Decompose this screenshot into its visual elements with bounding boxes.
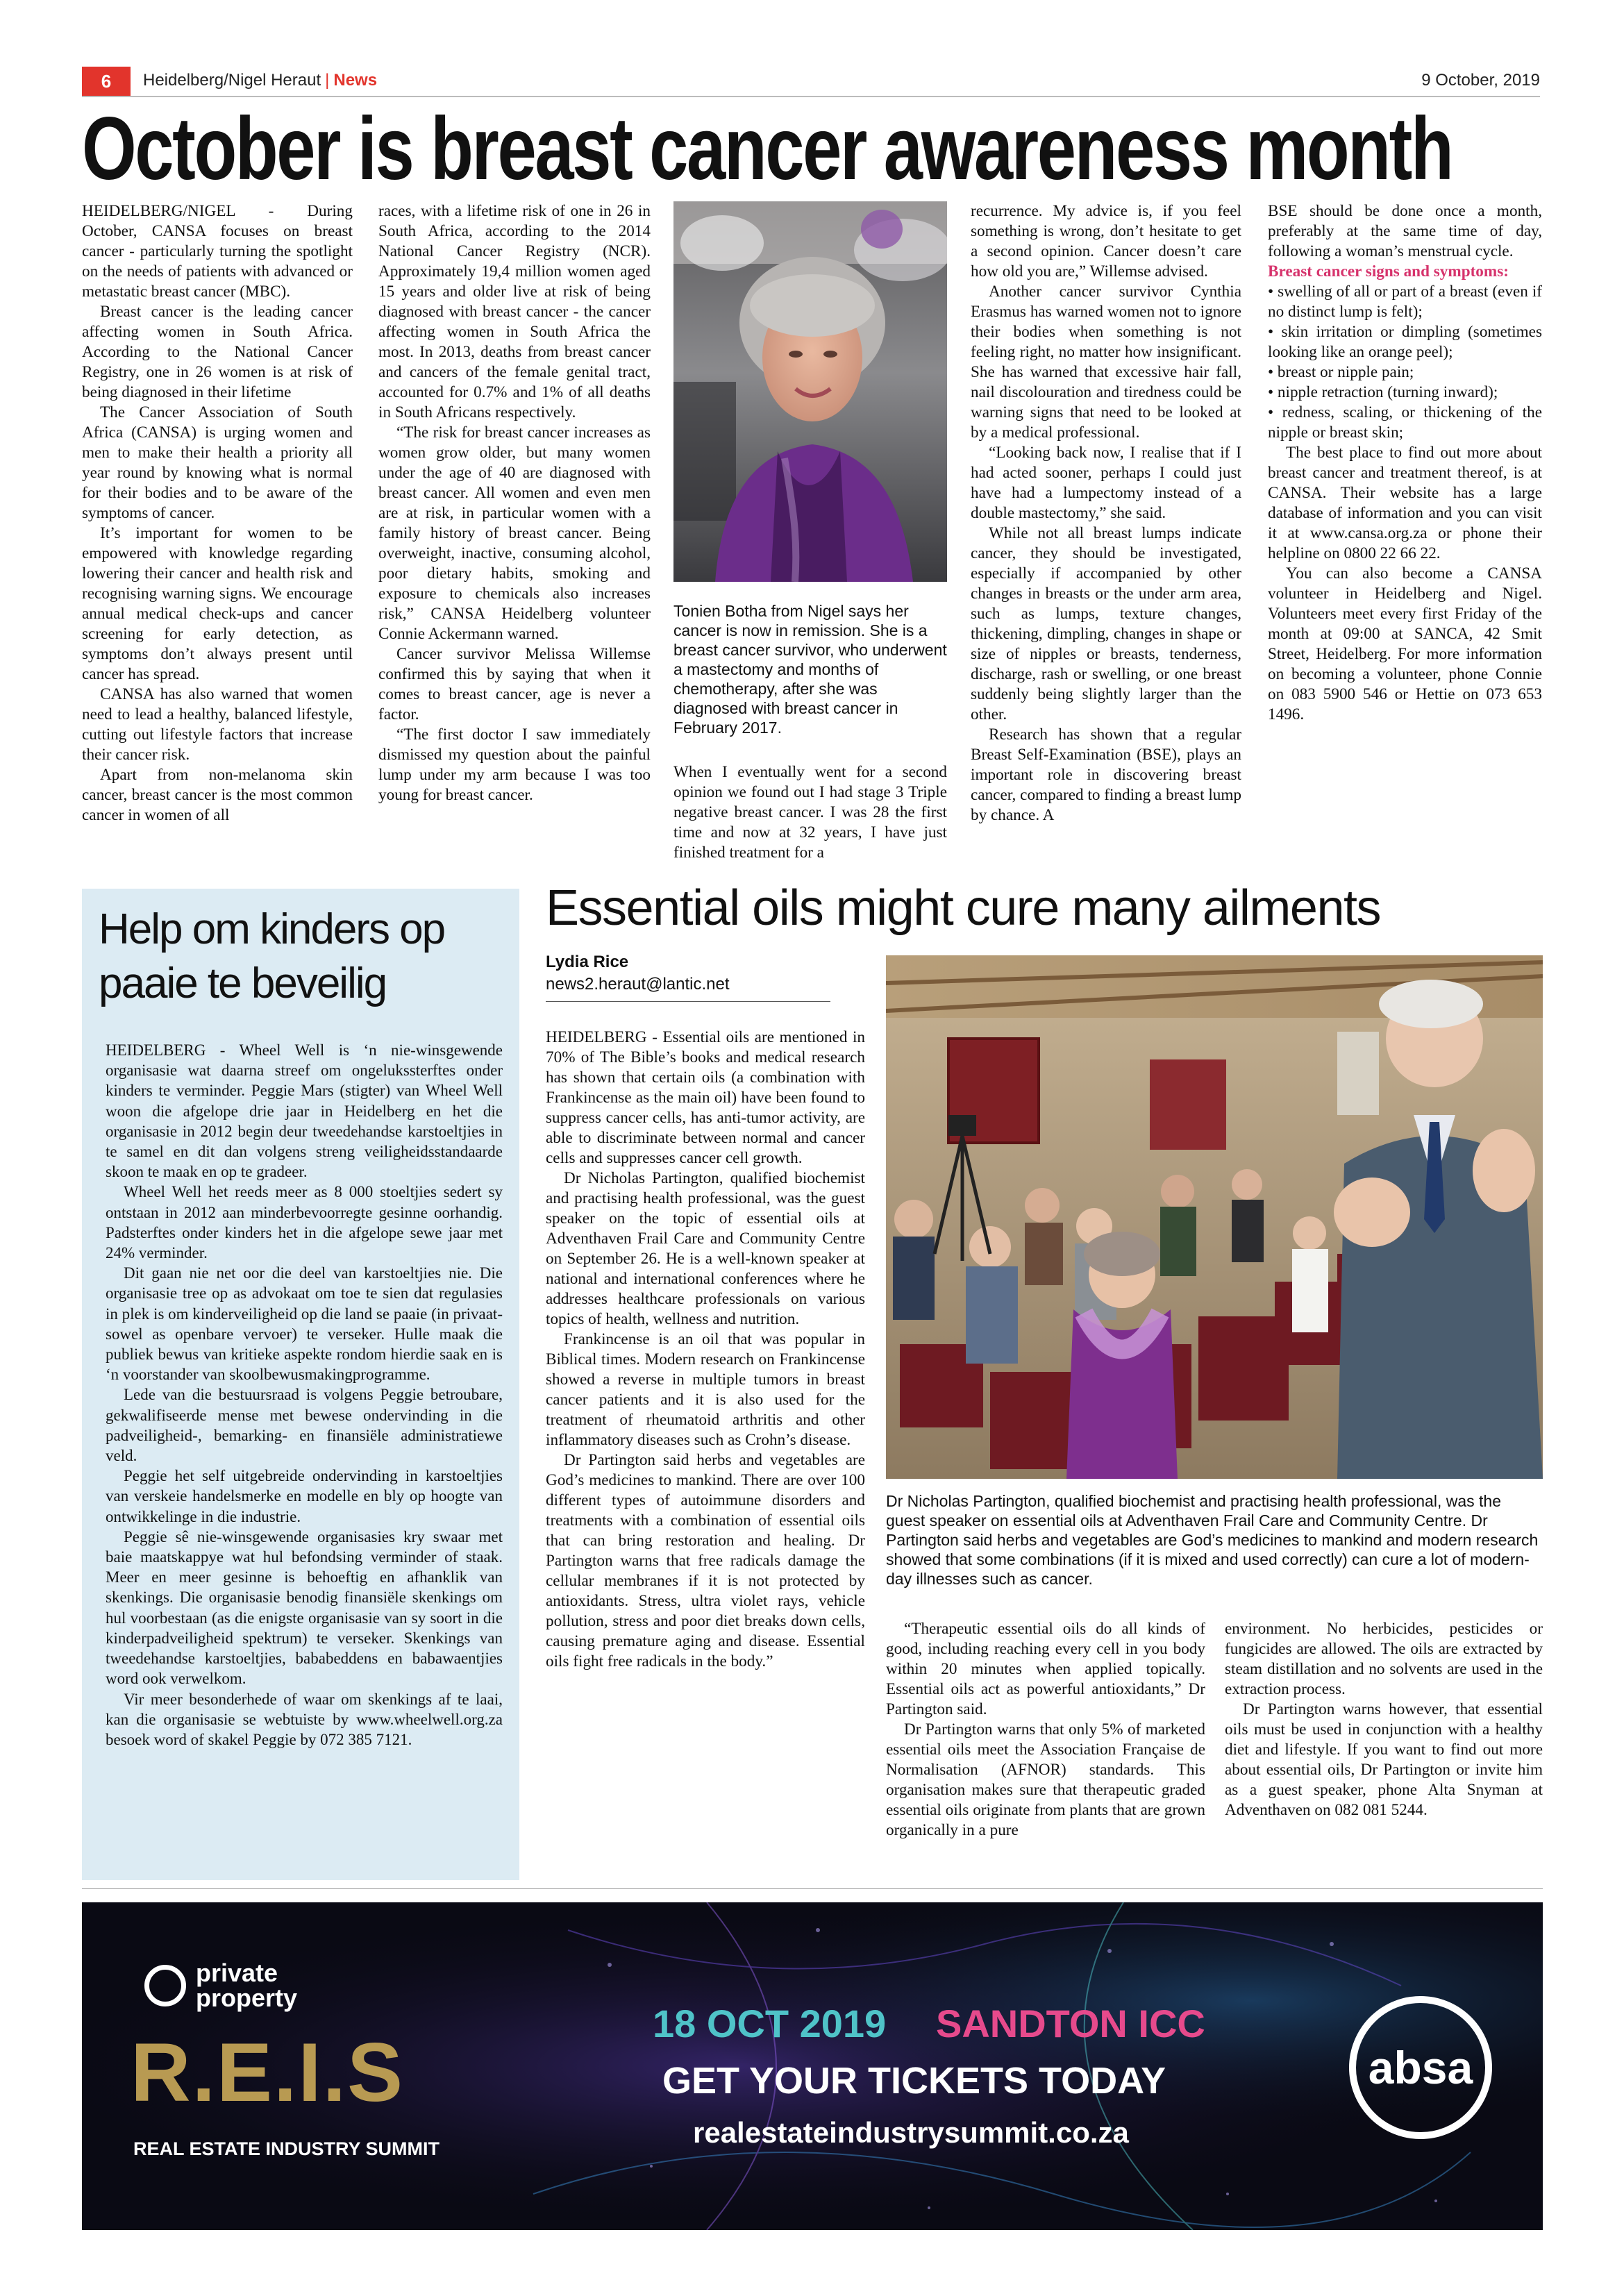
sign-item: • skin irritation or dimpling (sometimes looking like an orange peel); xyxy=(1268,323,1542,361)
paragraph: “The first doctor I saw immediately dismissed my question about the painful lump under my arm because I was too young for breast cancer. xyxy=(378,726,651,804)
survivor-photo-caption: Tonien Botha from Nigel says her cancer is now in remission. She is a breast cancer survivor, who underwent a mastectomy and months of chemotherapy, after she was diagnosed with breast cancer in February 2017. xyxy=(673,602,947,737)
paragraph: Vir meer besonderhede of waar om skenkings af te laai, kan die organisasie se webtuiste by www.wheelwell.org.za besoek word of skakel Peggie by 072 385 7121. xyxy=(106,1690,503,1748)
event-venue: SANDTON ICC xyxy=(936,2002,1205,2045)
author-byline: Lydia Rice xyxy=(546,953,629,971)
paragraph: Apart from non-melanoma skin cancer, breast cancer is the most common cancer in women of all xyxy=(82,766,353,824)
paragraph: HEIDELBERG - Essential oils are mentioned in 70% of The Bible’s books and medical research has shown that certain oils (a combination with Frankincense as the main oil) have been found to suppress cancer cells, has anti-tumor activity, are able to discriminate between normal and cancer cells and suppresses cancer cell growth. xyxy=(546,1028,865,1167)
paragraph: Frankincense is an oil that was popular in Biblical times. Modern research on Frankincense showed a reverse in multiple tumors in breast cancer patients and it is also used for the treatment of rheumatoid arthritis and other inflammatory diseases such as Crohn’s disease. xyxy=(546,1330,865,1449)
article-column-5 xyxy=(1268,201,1542,725)
paragraph: HEIDELBERG/NIGEL - During October, CANSA focuses on breast cancer - particularly turning the spotlight on the needs of patients with advanced or metastatic breast cancer (MBC). xyxy=(82,202,353,301)
paragraph: Dr Partington warns that only 5% of marketed essential oils meet the Association Française de Normalisation (AFNOR) standards. This organisation makes sure that therapeutic graded essential oils originate from plants that are grown organically in a pure xyxy=(886,1720,1205,1839)
reis-logo: R.E.I.S xyxy=(131,2026,405,2119)
reis-advert-banner xyxy=(82,1902,1543,2230)
article-column-4 xyxy=(971,201,1241,826)
signs-heading: Breast cancer signs and symptoms: xyxy=(1268,262,1509,280)
paragraph: It’s important for women to be empowered with knowledge regarding lowering their cancer and health risk and recognising warning signs. We encourage annual medical check-ups and cancer screening for early detection, as symptoms don’t always present until cancer has spread. xyxy=(82,524,353,683)
sign-item: • nipple retraction (turning inward); xyxy=(1268,383,1498,401)
oils-column-1 xyxy=(546,1028,865,1672)
sign-item: • swelling of all or part of a breast (even if no distinct lump is felt); xyxy=(1268,283,1542,321)
paragraph: Dr Partington said herbs and vegetables are God’s medicines to mankind. There are over 100 different types of autoimmune disorders and treatments with a combination of essential oils that can bring restoration and healing. Dr Partington warns that free radicals damage the cellular membranes if it is not protected by antioxidants. Stress, ultra violet rays, vehicle pollution, stress and poor diet breaks down cells, causing premature aging and disease. Essential oils fight free radicals in the body.” xyxy=(546,1451,865,1670)
paragraph: Research has shown that a regular Breast Self-Examination (BSE), plays an important role in discovering breast cancer, compared to finding a breast lump by chance. A xyxy=(971,726,1241,824)
publication-name: Heidelberg/Nigel Heraut xyxy=(143,71,321,90)
byline-rule xyxy=(546,1001,830,1002)
afrikaans-article-body xyxy=(106,1040,503,1750)
oils-column-2 xyxy=(886,1619,1205,1841)
event-date: 18 OCT 2019 xyxy=(653,2002,887,2045)
speaker-audience-photo xyxy=(886,955,1543,1479)
oils-column-3 xyxy=(1225,1619,1543,1820)
sign-item: • redness, scaling, or thickening of the nipple or breast skin; xyxy=(1268,403,1542,442)
paragraph: Peggie het self uitgebreide ondervinding in karstoeltjies van verskeie handelsmerke en modelle en bly op hoogte van ontwikkelinge in die industrie. xyxy=(106,1467,503,1525)
header-separator: | xyxy=(325,71,330,90)
paragraph: While not all breast lumps indicate cancer, they should be investigated, especially if accompanied by other changes in breasts or the under arm area, such as lumps, texture changes, thickening, dimpling, changes in shape or size of nipples or breasts, tenderness, discharge, rash or swelling, or one breast suddenly being slightly larger than the other. xyxy=(971,524,1241,723)
advert-rule xyxy=(82,1888,1543,1889)
paragraph: recurrence. My advice is, if you feel something is wrong, don’t hesitate to get a second opinion. Cancer doesn’t care how old you are,” Willemse advised. xyxy=(971,202,1241,280)
paragraph: “Therapeutic essential oils do all kinds of good, including reaching every cell in you body within 20 minutes when applied topically. Essential oils act as powerful antioxidants,” Dr Partington said. xyxy=(886,1620,1205,1718)
main-headline: October is breast cancer awareness month xyxy=(82,99,1453,199)
paragraph: BSE should be done once a month, preferably at the same time of day, following a woman’s menstrual cycle. xyxy=(1268,202,1542,260)
afrikaans-article-box xyxy=(82,889,519,1880)
survivor-portrait-photo xyxy=(673,201,947,582)
paragraph: You can also become a CANSA volunteer in Heidelberg and Nigel. Volunteers meet every first Friday of the month at 09:00 at SANCA, 42 Smit Street, Heidelberg. For more information on becoming a volunteer, phone Connie on 083 5900 546 or Hettie on 073 653 1496. xyxy=(1268,564,1542,723)
article-column-1 xyxy=(82,201,353,826)
paragraph: Another cancer survivor Cynthia Erasmus has warned women not to ignore their bodies when something is not feeling right, no matter how insignificant. She has warned that excessive hair fall, nail discolouration and tiredness could be warning signs that need to be looked at by a medical professional. xyxy=(971,283,1241,442)
issue-date: 9 October, 2019 xyxy=(1421,71,1540,90)
paragraph: Cancer survivor Melissa Willemse confirmed this by saying that when it comes to breast cancer, age is never a factor. xyxy=(378,645,651,723)
paragraph: Dr Nicholas Partington, qualified biochemist and practising health professional, was the guest speaker on the topic of essential oils at Adventhaven Frail Care and Community Centre on September 26. He is a well-known speaker at national and international conferences where he addresses healthcare professionals on various topics of health, wellness and nutrition. xyxy=(546,1169,865,1328)
paragraph: The best place to find out more about breast cancer and treatment thereof, is at CANSA. Their website has a large database of information and you can visit it at www.cansa.org.za or phone their helpline on 0800 22 66 22. xyxy=(1268,444,1542,562)
paragraph: Dr Partington warns however, that essential oils must be used in conjunction with a healthy diet and lifestyle. If you want to find out more about essential oils, Dr Partington or invite him as a guest speaker, phone Alta Snyman at Adventhaven on 082 081 5244. xyxy=(1225,1700,1543,1819)
publication-line xyxy=(143,71,377,90)
paragraph: Dit gaan nie net oor die deel van karstoeltjies nie. Die organisasie tree op as advokaat om toe te sien dat regulasies in plek is om kinderveiligheid op die land se paaie (in privaat- sowel as openbare vervoer) te verseker. Hulle maak die publiek bewus van kritieke aspekte rondom hierdie saak en is ‘n voorstander van skoolbewusmakingprogramme. xyxy=(106,1264,503,1384)
header-rule xyxy=(82,96,1540,97)
reis-subtitle: REAL ESTATE INDUSTRY SUMMIT xyxy=(133,2138,440,2159)
afrikaans-headline: Help om kinders op paaie te beveilig xyxy=(99,905,445,1007)
speaker-photo-caption: Dr Nicholas Partington, qualified biochemist and practising health professional, was the guest speaker on essential oils at Adventhaven Frail Care and Community Centre. Dr Partington said herbs and vegetables are God’s medicines to mankind and modern research showed that some combinations (if it is mixed and used correctly) can cure a lot of modern-day illnesses such as cancer. xyxy=(886,1492,1539,1588)
paragraph: Peggie sê nie-winsgewende organisasies kry swaar met baie maatskappye wat hul befondsing verminder of staak. Meer en meer gesinne is behoeftig en afhanklik van skenkings. Die organisasie benodig finansiële skenkings om hul voorbestaan (as die enigste organisasie van sy soort in die kinderpadveiligheid spektrum) te verseker. Skenkings van tweedehandse karstoeltjies, bababeddens en babawaentjies word ook verwelkom. xyxy=(106,1527,503,1688)
brand-line-2: property xyxy=(196,1984,298,2012)
author-email: news2.heraut@lantic.net xyxy=(546,975,730,994)
oils-headline: Essential oils might cure many ailments xyxy=(546,880,1380,936)
paragraph: environment. No herbicides, pesticides or fungicides are allowed. The oils are extracted by steam distillation and no solvents are used in the extraction process. xyxy=(1225,1620,1543,1698)
article-column-2 xyxy=(378,201,651,805)
paragraph: CANSA has also warned that women need to lead a healthy, balanced lifestyle, cutting out lifestyle factors that increase their cancer risk. xyxy=(82,685,353,764)
absa-logo: absa xyxy=(1368,2042,1473,2093)
location-pin-icon xyxy=(144,1965,186,2006)
section-label: News xyxy=(333,71,378,90)
paragraph: “The risk for breast cancer increases as women grow older, but many women under the age of 40 are diagnosed with breast cancer. All women and even men are at risk, in particular women with a family history of breast cancer. Being overweight, inactive, consuming alcohol, poor dietary habits, smoking and exposure to chemicals also increases risk,” CANSA Heidelberg volunteer Connie Ackermann warned. xyxy=(378,424,651,643)
paragraph: races, with a lifetime risk of one in 26 in South Africa, according to the 2014 National Cancer Registry (NCR). Approximately 19,4 million women aged 15 years and older live at risk of being diagnosed with breast cancer - the cancer affecting women in South Africa the most. In 2013, deaths from breast cancer and cancers of the female genital tract, accounted for 0.7% and 1% of all deaths in South Africans respectively. xyxy=(378,202,651,421)
page-header xyxy=(82,67,1540,96)
paragraph: “Looking back now, I realise that if I had acted sooner, perhaps I could just have had a lumpectomy instead of a double mastectomy,” she said. xyxy=(971,444,1241,522)
paragraph: Wheel Well het reeds meer as 8 000 stoeltjies sedert sy ontstaan in 2012 aan minderbevoorregte gesinne oorhandig. Padsterftes onder kinders het in die afgelope sewe jaar met 24% verminder. xyxy=(106,1183,503,1262)
sign-item: • breast or nipple pain; xyxy=(1268,363,1414,381)
page-number: 6 xyxy=(82,67,131,96)
article-column-3 xyxy=(673,762,947,863)
tickets-cta[interactable]: GET YOUR TICKETS TODAY xyxy=(662,2060,1166,2102)
paragraph: HEIDELBERG - Wheel Well is ‘n nie-winsgewende organisasie wat daarna streef om ongelukssterftes onder kinders te verminder. Peggie Mars (stigter) van Wheel Well woon die afgelope drie jaar in Heidelberg en het die organisasie in 2012 begin deur tweedehandse karstoeltjies in te samel en dit dan volgens streng veiligheidsstandaarde skoon te maak en op te gradeer. xyxy=(106,1041,503,1181)
paragraph: When I eventually went for a second opinion we found out I had stage 3 Triple negative breast cancer. I was 28 the first time and now at 32 years, I have just finished treatment for a xyxy=(673,763,947,862)
paragraph: Breast cancer is the leading cancer affecting women in South Africa. According to the National Cancer Registry, one in 26 women is at risk of being diagnosed in their lifetime xyxy=(82,303,353,401)
event-url-link[interactable]: realestateindustrysummit.co.za xyxy=(693,2116,1129,2149)
brand-line-1: private xyxy=(196,1959,278,1987)
paragraph: Lede van die bestuursraad is volgens Peggie betroubare, gekwalifiseerde mense met bewese ondervinding in die padveiligheid-, bemarking- en finansiële administratiewe veld. xyxy=(106,1386,503,1465)
paragraph: The Cancer Association of South Africa (CANSA) is urging women and men to make their health a priority all year round by knowing what is normal for their bodies and to be aware of the symptoms of cancer. xyxy=(82,403,353,522)
